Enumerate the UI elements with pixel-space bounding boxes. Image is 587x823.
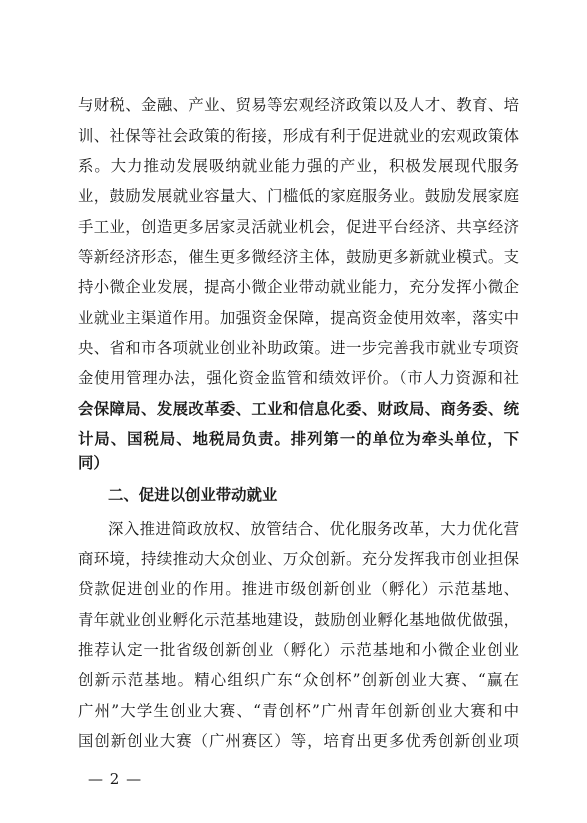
paragraph-line: 业就业主渠道作用。加强资金保障，提高资金使用效率，落实中 [78, 309, 519, 327]
responsible-units-line: 会保障局、发展改革委、工业和信息化委、财政局、商务委、统 [78, 400, 519, 418]
section-heading: 二、促进以创业带动就业 [108, 486, 278, 504]
paragraph-line: 系。大力推动发展吸纳就业能力强的产业，积极发展现代服务 [78, 157, 519, 175]
paragraph-line: 等新经济形态，催生更多微经济主体，鼓励更多新就业模式。支 [78, 248, 519, 266]
responsible-units-line: 计局、国税局、地税局负责。排列第一的单位为牵头单位，下 [78, 430, 519, 448]
paragraph-line: 推荐认定一批省级创新创业（孵化）示范基地和小微企业创业 [78, 641, 519, 659]
paragraph-line: 商环境，持续推动大众创业、万众创新。充分发挥我市创业担保 [78, 550, 519, 568]
paragraph-line: 青年就业创业孵化示范基地建设，鼓励创业孵化基地做优做强， [78, 611, 519, 629]
paragraph-line: 广州”大学生创业大赛、“青创杯”广州青年创新创业大赛和中 [78, 702, 519, 720]
paragraph-line: 与财税、金融、产业、贸易等宏观经济政策以及人才、教育、培 [78, 96, 519, 114]
responsible-units-line: 同） [78, 454, 109, 472]
paragraph-line: 国创新创业大赛（广州赛区）等，培育出更多优秀创新创业项 [78, 732, 519, 750]
page-number: — 2 — [88, 770, 143, 788]
paragraph-line: 贷款促进创业的作用。推进市级创新创业（孵化）示范基地、 [78, 580, 519, 598]
paragraph-line: 手工业，创造更多居家灵活就业机会，促进平台经济、共享经济 [78, 218, 519, 236]
paragraph-line: 持小微企业发展，提高小微企业带动就业能力，充分发挥小微企 [78, 278, 519, 296]
paragraph-line: 训、社保等社会政策的衔接，形成有利于促进就业的宏观政策体 [78, 127, 519, 145]
paragraph-line: 创新示范基地。精心组织广东“众创杯”创新创业大赛、“赢在 [78, 671, 519, 689]
paragraph-line: 金使用管理办法，强化资金监管和绩效评价。（市人力资源和社 [78, 369, 519, 387]
paragraph-line: 央、省和市各项就业创业补助政策。进一步完善我市就业专项资 [78, 339, 519, 357]
paragraph-line: 深入推进简政放权、放管结合、优化服务改革，大力优化营 [108, 520, 519, 538]
paragraph-line: 业，鼓励发展就业容量大、门槛低的家庭服务业。鼓励发展家庭 [78, 187, 519, 205]
